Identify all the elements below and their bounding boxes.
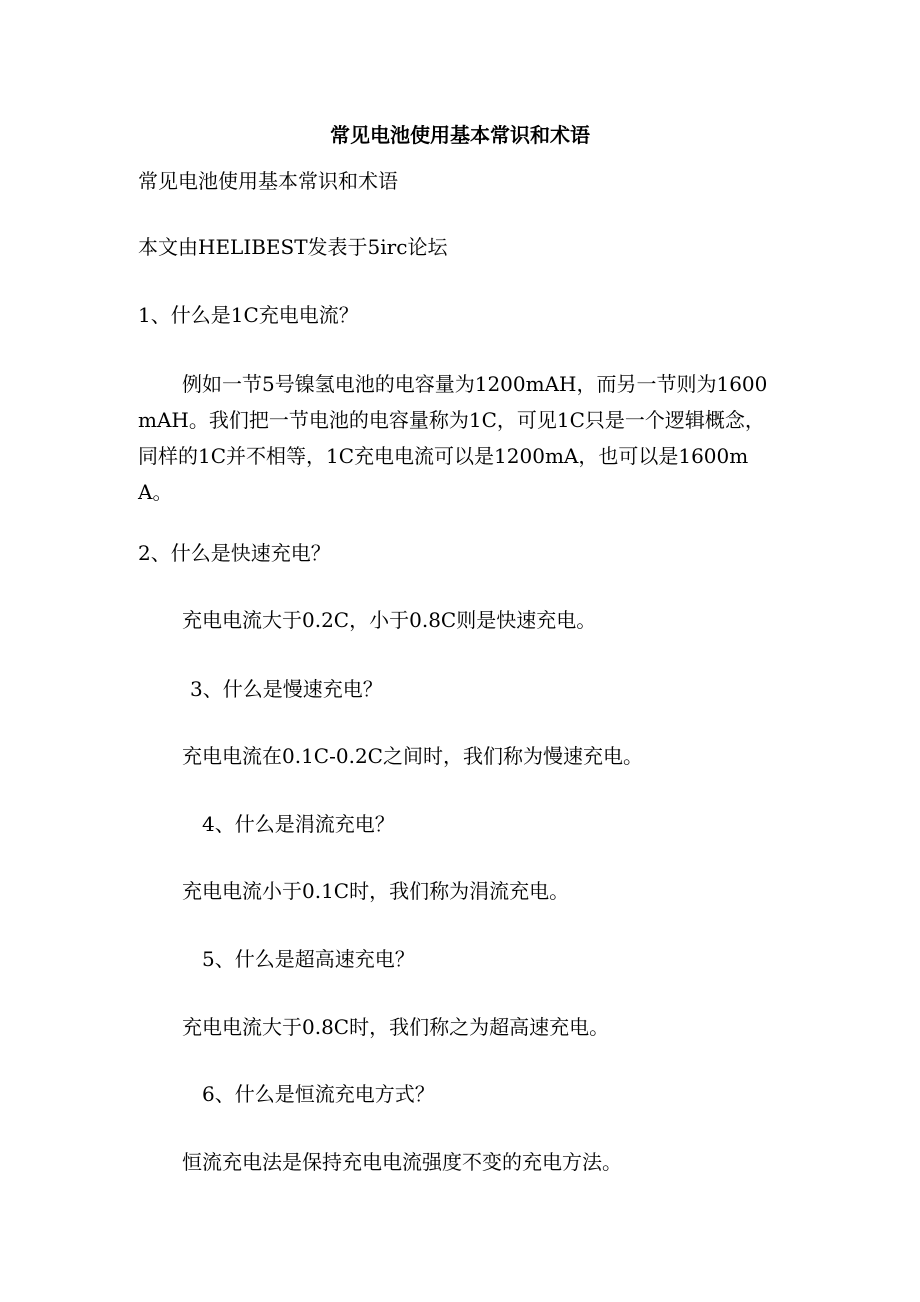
section-1-body: 例如一节5号镍氢电池的电容量为1200mAH，而另一节则为1600mAH。我们把一节电池的电容量称为1C，可见1C只是一个逻辑概念，同样的1C并不相等，1C充电电流可以是1200mA，也可以是1600mA。 bbox=[138, 372, 768, 504]
section-1-heading: 1、什么是1C充电电流？ bbox=[138, 303, 359, 327]
section-4-heading: 4、什么是涓流充电？ bbox=[202, 812, 395, 836]
section-2-body: 充电电流大于0.2C，小于0.8C则是快速充电。 bbox=[182, 608, 597, 632]
document-subtitle: 常见电池使用基本常识和术语 bbox=[138, 169, 398, 193]
byline: 本文由HELIBEST发表于5irc论坛 bbox=[138, 235, 448, 259]
section-4-body: 充电电流小于0.1C时，我们称为涓流充电。 bbox=[182, 879, 570, 903]
section-3-body: 充电电流在0.1C-0.2C之间时，我们称为慢速充电。 bbox=[182, 744, 643, 768]
section-5-heading: 5、什么是超高速充电？ bbox=[202, 947, 415, 971]
section-6-heading: 6、什么是恒流充电方式？ bbox=[202, 1082, 435, 1106]
section-5-body: 充电电流大于0.8C时，我们称之为超高速充电。 bbox=[182, 1015, 610, 1039]
section-6-body: 恒流充电法是保持充电电流强度不变的充电方法。 bbox=[182, 1150, 622, 1174]
section-2-heading: 2、什么是快速充电？ bbox=[138, 541, 331, 565]
section-3-heading: 3、什么是慢速充电？ bbox=[190, 677, 383, 701]
document-title: 常见电池使用基本常识和术语 bbox=[330, 123, 590, 147]
